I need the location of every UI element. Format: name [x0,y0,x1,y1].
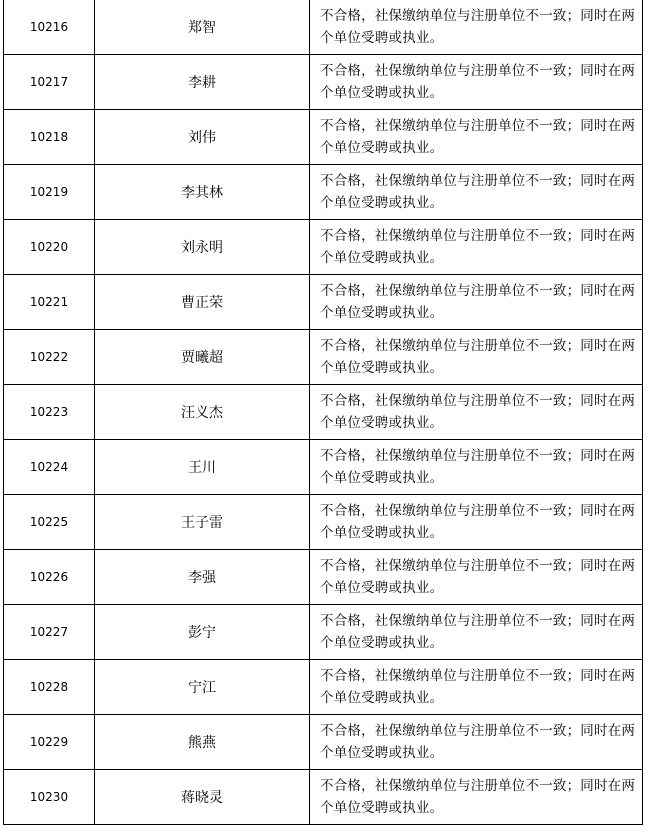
cell-id: 10217 [4,55,95,110]
table-row [4,220,643,275]
cell-name: 汪义杰 [95,385,310,440]
cell-result: 不合格，社保缴纳单位与注册单位不一致；同时在两个单位受聘或执业。 [310,770,643,825]
cell-result: 不合格，社保缴纳单位与注册单位不一致；同时在两个单位受聘或执业。 [310,55,643,110]
cell-name: 彭宁 [95,605,310,660]
table-row [4,165,643,220]
cell-result: 不合格，社保缴纳单位与注册单位不一致；同时在两个单位受聘或执业。 [310,220,643,275]
cell-id: 10230 [4,770,95,825]
cell-id: 10227 [4,605,95,660]
cell-id: 10228 [4,660,95,715]
cell-name: 曹正荣 [95,275,310,330]
cell-name: 李耕 [95,55,310,110]
cell-name: 李其林 [95,165,310,220]
cell-result: 不合格，社保缴纳单位与注册单位不一致；同时在两个单位受聘或执业。 [310,275,643,330]
table-row [4,330,643,385]
table-row [4,495,643,550]
cell-result: 不合格，社保缴纳单位与注册单位不一致；同时在两个单位受聘或执业。 [310,165,643,220]
cell-result: 不合格，社保缴纳单位与注册单位不一致；同时在两个单位受聘或执业。 [310,605,643,660]
cell-id: 10216 [4,0,95,55]
cell-name: 宁江 [95,660,310,715]
table-row [4,715,643,770]
cell-result: 不合格，社保缴纳单位与注册单位不一致；同时在两个单位受聘或执业。 [310,550,643,605]
cell-id: 10219 [4,165,95,220]
table-row [4,275,643,330]
cell-id: 10229 [4,715,95,770]
cell-id: 10221 [4,275,95,330]
cell-id: 10220 [4,220,95,275]
table-row [4,605,643,660]
cell-id: 10224 [4,440,95,495]
table-row [4,770,643,825]
cell-id: 10226 [4,550,95,605]
table-row [4,110,643,165]
cell-result: 不合格，社保缴纳单位与注册单位不一致；同时在两个单位受聘或执业。 [310,330,643,385]
cell-result: 不合格，社保缴纳单位与注册单位不一致；同时在两个单位受聘或执业。 [310,385,643,440]
cell-name: 蒋晓灵 [95,770,310,825]
results-table-body [4,0,643,825]
results-table [3,0,643,825]
cell-result: 不合格，社保缴纳单位与注册单位不一致；同时在两个单位受聘或执业。 [310,660,643,715]
table-row [4,440,643,495]
cell-id: 10218 [4,110,95,165]
cell-name: 贾曦超 [95,330,310,385]
cell-id: 10225 [4,495,95,550]
cell-name: 熊燕 [95,715,310,770]
table-row [4,550,643,605]
table-row [4,0,643,55]
cell-name: 王川 [95,440,310,495]
table-row [4,385,643,440]
cell-result: 不合格，社保缴纳单位与注册单位不一致；同时在两个单位受聘或执业。 [310,0,643,55]
cell-name: 李强 [95,550,310,605]
cell-name: 刘永明 [95,220,310,275]
cell-result: 不合格，社保缴纳单位与注册单位不一致；同时在两个单位受聘或执业。 [310,715,643,770]
cell-result: 不合格，社保缴纳单位与注册单位不一致；同时在两个单位受聘或执业。 [310,110,643,165]
cell-id: 10223 [4,385,95,440]
table-row [4,660,643,715]
cell-result: 不合格，社保缴纳单位与注册单位不一致；同时在两个单位受聘或执业。 [310,440,643,495]
cell-name: 刘伟 [95,110,310,165]
cell-id: 10222 [4,330,95,385]
cell-name: 郑智 [95,0,310,55]
cell-name: 王子雷 [95,495,310,550]
cell-result: 不合格，社保缴纳单位与注册单位不一致；同时在两个单位受聘或执业。 [310,495,643,550]
table-row [4,55,643,110]
